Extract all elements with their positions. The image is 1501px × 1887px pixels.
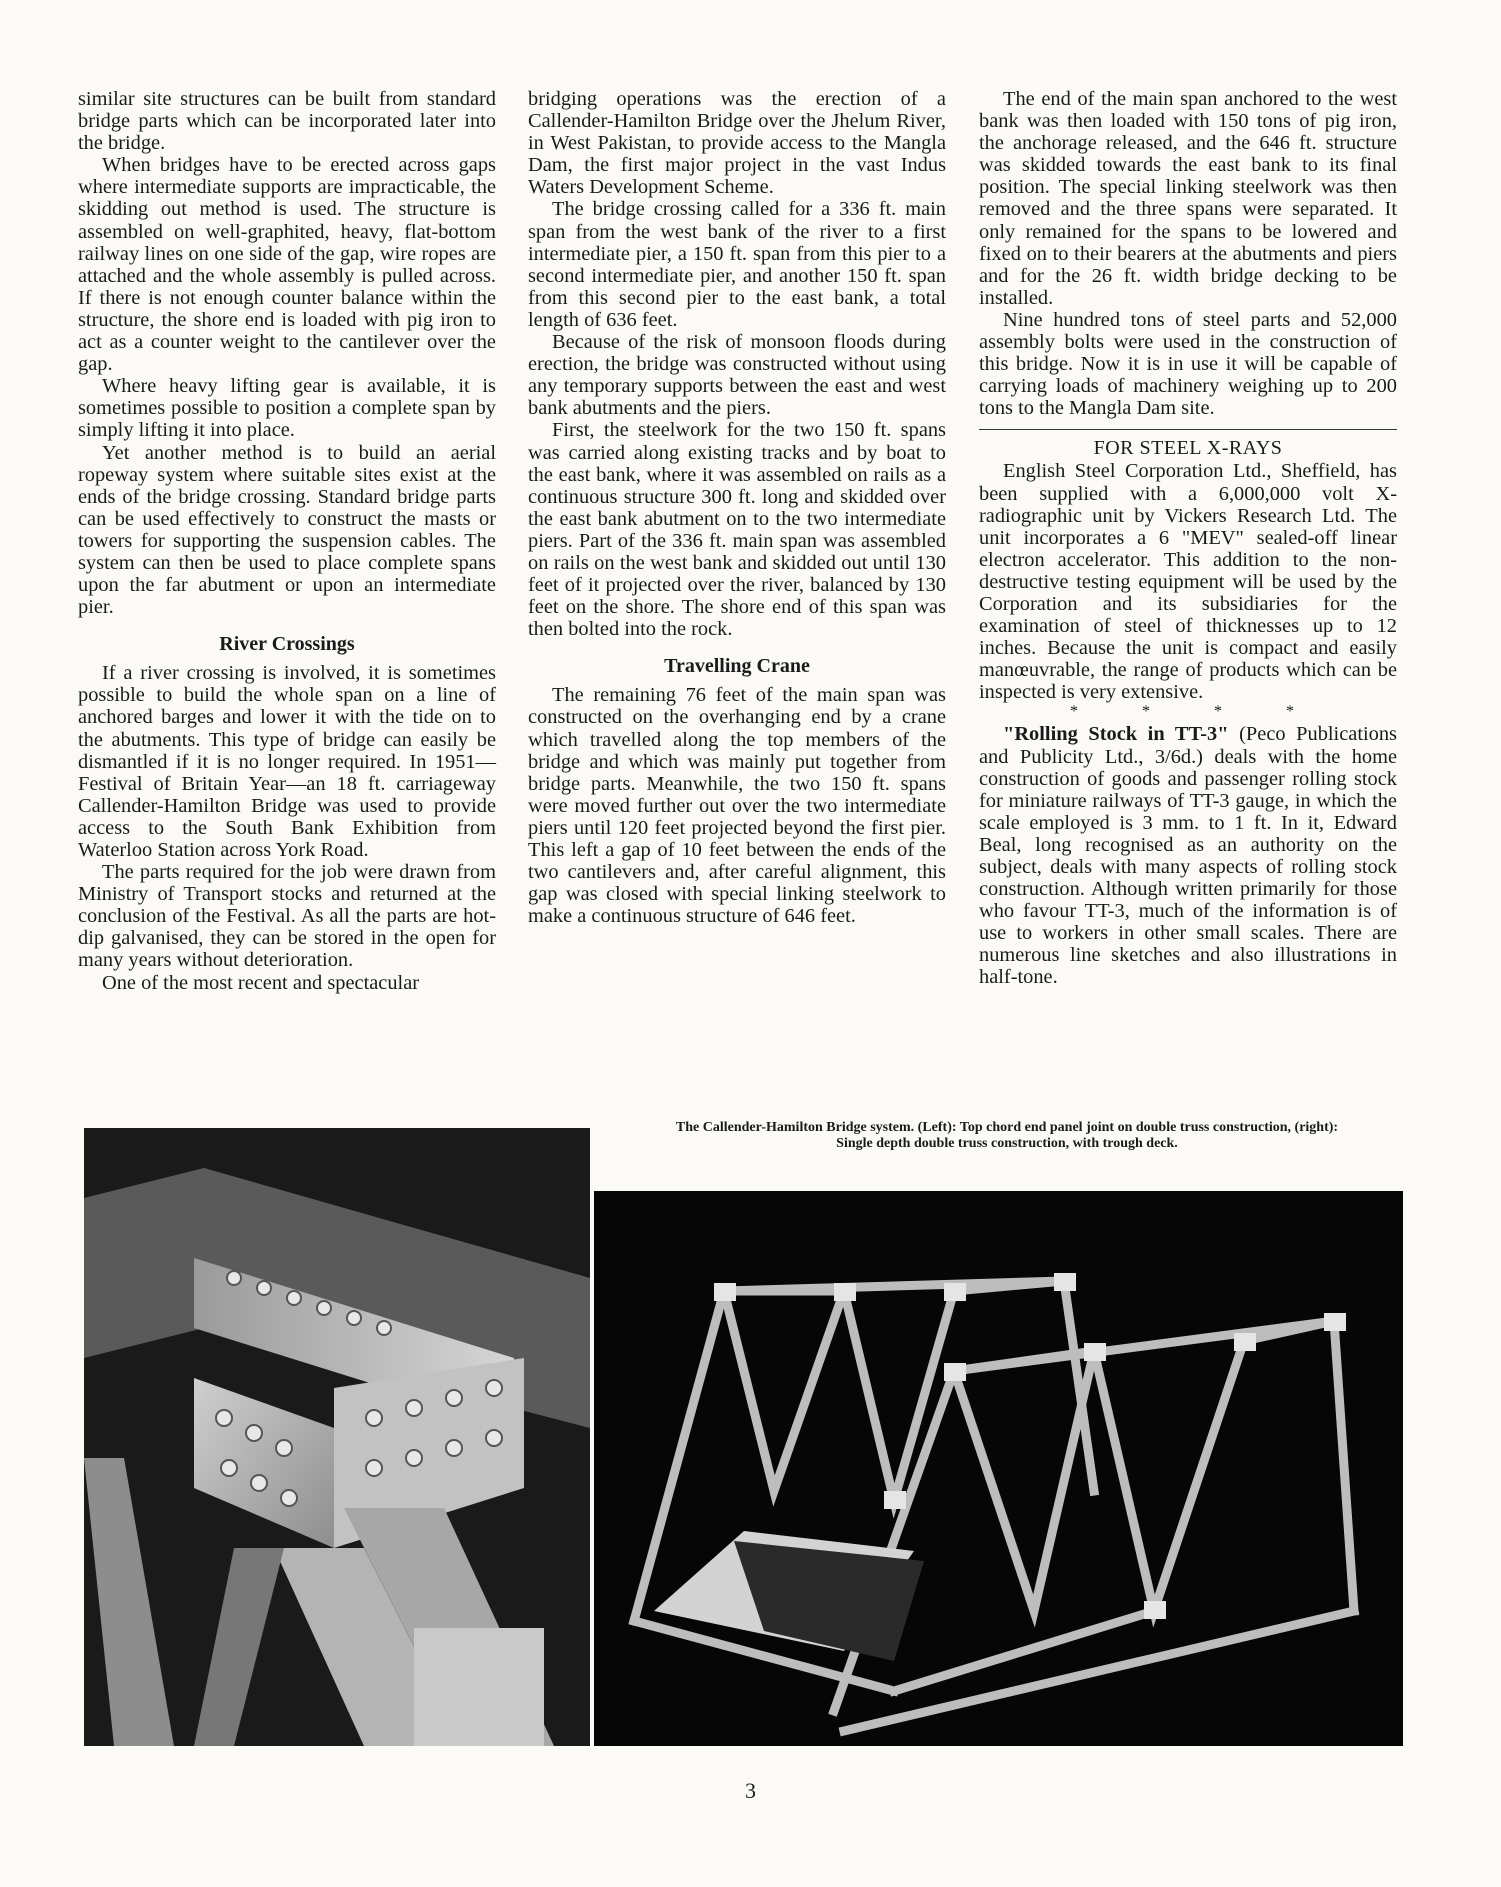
paragraph: The remaining 76 feet of the main span was constructed on the overhanging end by a crane which travelled along the top members of the bridge and which was mainly put together from bridge parts. Meanwhile, the two 150 ft. spans were moved further out over the two intermediate piers until 120 feet projected beyond the first pier. This left a gap of 10 feet between the ends of the two cantilevers and, after careful alignment, this gap was closed with special linking steelwork to make a continuous structure of 646 feet. [528,684,946,928]
text-column-3 [979,88,1397,989]
paragraph: The bridge crossing called for a 336 ft. main span from the west bank of the river to a first intermediate pier, a 150 ft. span from this pier to a second intermediate pier, and another 150 ft. span from this second pier to the east bank, a total length of 636 feet. [528,198,946,331]
paragraph: If a river crossing is involved, it is sometimes possible to build the whole span on a line of anchored barges and lower it with the tide on to the abutments. This type of bridge can easily be dismantled if it is no longer required. In 1951—Festival of Britain Year—an 18 ft. carriageway Callender-Hamilton Bridge was used to provide access to the South Bank Exhibition from Waterloo Station across York Road. [78,662,496,861]
paragraph: The parts required for the job were drawn from Ministry of Transport stocks and returned at the conclusion of the Festival. As all the parts are hot-dip galvanised, they can be stored in the open for many years without deterioration. [78,861,496,972]
paragraph: When bridges have to be erected across gaps where intermediate supports are impracticable, the skidding out method is used. The structure is assembled on well-graphited, heavy, flat-bottom railway lines on one side of the gap, wire ropes are attached and the whole assembly is pulled across. If there is not enough counter balance within the structure, the shore end is loaded with pig iron to act as a counter weight to the cantilever over the gap. [78,154,496,376]
paragraph: One of the most recent and spectacular [102,971,420,994]
photo-top-chord-joint [84,1128,590,1746]
paragraph: similar site structures can be built from standard bridge parts which can be incorporated later into the bridge. [78,88,496,155]
paragraph: Because of the risk of monsoon floods during erection, the bridge was constructed without using any temporary supports between the east and west bank abutments and the piers. [528,331,946,420]
figure-caption: The Callender-Hamilton Bridge system. (Left): Top chord end panel joint on double truss construction, (right): Single depth double truss construction, with trough deck. [675,1120,1339,1151]
section-heading-steel-xrays: FOR STEEL X-RAYS [1093,437,1283,460]
paragraph: Nine hundred tons of steel parts and 52,000 assembly bolts were used in the construction of this bridge. Now it is in use it will be capable of carrying loads of machinery weighing up to 200 tons to the Mangla Dam site. [979,308,1397,420]
paragraph: bridging operations was the erection of a Callender-Hamilton Bridge over the Jhelum River, in West Pakistan, to provide access to the Mangla Dam, the first major project in the vast Indus Waters Development Scheme. [528,88,946,199]
divider [979,429,1397,430]
paragraph: First, the steelwork for the two 150 ft. spans was carried along existing tracks and by boat to the east bank, where it was assembled on rails as a continuous structure 300 ft. long and skidded over the east bank abutment on to the two intermediate piers. Part of the 336 ft. main span was assembled on rails on the west bank and skidded out until 130 feet of it projected over the river, balanced by 130 feet on the shore. The shore end of this span was then bolted into the rock. [528,419,946,641]
paragraph: The end of the main span anchored to the west bank was then loaded with 150 tons of pig iron, the anchorage released, and the 646 ft. structure was skidded towards the east bank to its final position. The special linking steelwork was then removed and the three spans were separated. It only remained for the spans to be lowered and fixed on to their bearers at the abutments and piers and for the 26 ft. width bridge decking to be installed. [979,88,1397,309]
section-heading-travelling-crane: Travelling Crane [664,655,810,678]
photo-double-truss-model [594,1191,1403,1746]
book-review-text: (Peco Publications and Publicity Ltd., 3/6d.) deals with the home construction of goods and passenger rolling stock for miniature railways of TT-3 gauge, in which the scale employed is 3 mm. to 1 ft. In it, Edward Beal, long recognised as an authority on the subject, deals with many aspects of rolling stock construction. Although written primarily for those who favour TT-3, much of the information is of use to workers in other small scales. There are numerous line sketches and also illustrations in half-tone. [979,723,1397,989]
book-title: "Rolling Stock in TT-3" [1003,723,1229,746]
paragraph: English Steel Corporation Ltd., Sheffield, has been supplied with a 6,000,000 volt X-radiographic unit by Vickers Research Ltd. The unit incorporates a 6 "MEV" sealed-off linear electron accelerator. This addition to the non-destructive testing equipment will be used by the Corporation and its subsidiaries for the examination of steel of thicknesses up to 12 inches. Because the unit is compact and easily manœuvrable, the range of products which can be inspected is very extensive. [979,460,1397,704]
text-column-1 [78,88,496,994]
section-heading-river-crossings: River Crossings [219,633,355,656]
paragraph: Where heavy lifting gear is available, it is sometimes possible to position a complete span by simply lifting it into place. [78,375,496,442]
paragraph: Yet another method is to build an aerial ropeway system where suitable sites exist at the ends of the bridge crossing. Standard bridge parts can be used effectively to construct the masts or towers for supporting the suspension cables. The system can then be used to place complete spans upon the far abutment or upon an intermediate pier. [78,441,496,619]
paragraph [979,723,1397,988]
page-number: 3 [745,1778,756,1803]
text-column-2 [528,88,946,927]
section-separator: * * * * [1070,703,1324,721]
